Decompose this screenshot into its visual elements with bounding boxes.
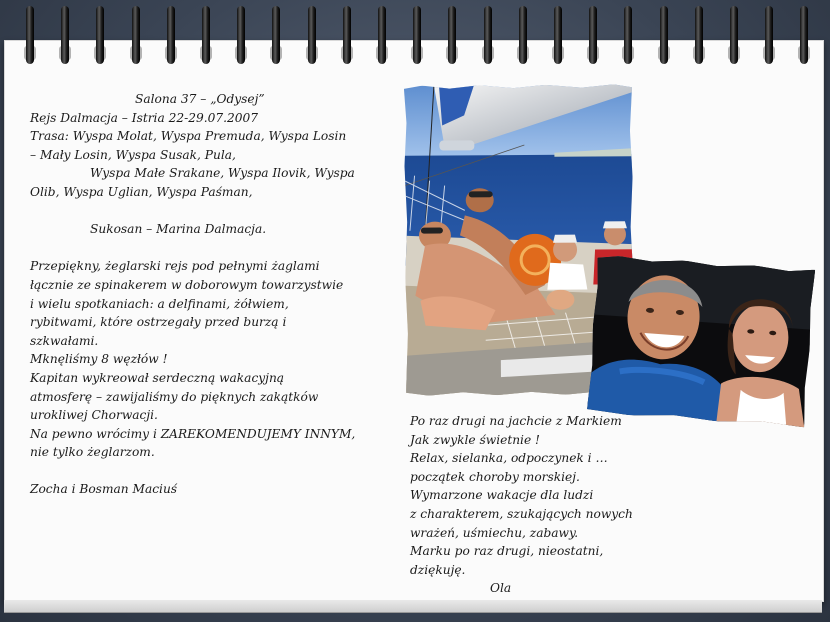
binding-ring bbox=[24, 6, 36, 66]
route-line-2: – Mały Losin, Wyspa Susak, Pula, bbox=[30, 147, 236, 162]
note-line-1: Po raz drugi na jachcie z Markiem bbox=[410, 414, 622, 428]
binding-ring bbox=[376, 6, 388, 66]
binding-ring bbox=[446, 6, 458, 66]
note-line-3: Relax, sielanka, odpoczynek i … bbox=[410, 451, 608, 466]
story-line-10: Na pewno wrócimy i ZAREKOMENDUJEMY INNYM, bbox=[30, 426, 356, 441]
story-line-9: urokliwej Chorwacji. bbox=[30, 408, 158, 423]
story-line-5: szkwałami. bbox=[30, 333, 99, 348]
binding-ring bbox=[270, 6, 282, 66]
note-line-6: z charakterem, szukających nowych bbox=[410, 506, 633, 521]
story-line-7: Kapitan wykreował serdeczną wakacyjną bbox=[30, 370, 285, 385]
binding-ring bbox=[763, 6, 775, 66]
binding-ring bbox=[482, 6, 494, 66]
story-line-8: atmosferę – zawijaliśmy do pięknych zakątków bbox=[30, 389, 319, 404]
binding-ring bbox=[306, 6, 318, 66]
story-line-3: i wielu spotkaniach: a delfinami, żółwiem, bbox=[30, 296, 289, 311]
page-stack-edge bbox=[4, 600, 822, 613]
binding-ring bbox=[658, 6, 670, 66]
route-destination: Sukosan – Marina Dalmacja. bbox=[90, 222, 267, 237]
binding-ring bbox=[200, 6, 212, 66]
binding-ring bbox=[411, 6, 423, 66]
binding-ring bbox=[59, 6, 71, 66]
binding-ring bbox=[94, 6, 106, 66]
route-line-3: Wyspa Małe Srakane, Wyspa Ilovik, Wyspa bbox=[90, 166, 355, 181]
note-line-9: dziękuję. bbox=[410, 562, 466, 577]
binding-ring bbox=[587, 6, 599, 66]
binding-ring bbox=[693, 6, 705, 66]
note-line-7: wrażeń, uśmiechu, zabawy. bbox=[410, 525, 579, 540]
note-line-4: początek choroby morskiej. bbox=[410, 469, 580, 484]
note-line-5: Wymarzone wakacje dla ludzi bbox=[410, 488, 594, 503]
note-line-2: Jak zwykle świetnie ! bbox=[410, 432, 540, 447]
cruise-dates: Rejs Dalmacja – Istria 22-29.07.2007 bbox=[30, 110, 259, 125]
story-line-6: Mknęliśmy 8 węzłów ! bbox=[30, 352, 168, 367]
binding-ring bbox=[622, 6, 634, 66]
binding-ring bbox=[552, 6, 564, 66]
binding-ring bbox=[517, 6, 529, 66]
binding-ring bbox=[341, 6, 353, 66]
story-line-11: nie tylko żeglarzom. bbox=[30, 445, 155, 460]
story-line-2: łącznie ze spinakerem w doborowym towarzystwie bbox=[30, 277, 344, 292]
signature-right: Ola bbox=[490, 581, 512, 596]
binding-ring bbox=[165, 6, 177, 66]
route-line-1: Trasa: Wyspa Molat, Wyspa Premuda, Wyspa Losin bbox=[30, 129, 347, 144]
right-journal-text bbox=[410, 412, 633, 598]
story-line-1: Przepiękny, żeglarski rejs pod pełnymi żaglami bbox=[30, 259, 320, 274]
binding-ring bbox=[235, 6, 247, 66]
binding-ring bbox=[728, 6, 740, 66]
signature-left: Zocha i Bosman Maciuś bbox=[30, 482, 178, 497]
binding-ring bbox=[130, 6, 142, 66]
left-journal-text bbox=[30, 90, 355, 499]
story-line-4: rybitwami, które ostrzegały przed burzą i bbox=[30, 315, 287, 330]
yacht-title: Salona 37 – „Odysej” bbox=[135, 92, 265, 106]
route-line-4: Olib, Wyspa Uglian, Wyspa Paśman, bbox=[30, 184, 253, 199]
spiral-binding bbox=[0, 0, 830, 80]
binding-ring bbox=[798, 6, 810, 66]
note-line-8: Marku po raz drugi, nieostatni, bbox=[410, 544, 604, 559]
couple-photo bbox=[587, 255, 815, 428]
